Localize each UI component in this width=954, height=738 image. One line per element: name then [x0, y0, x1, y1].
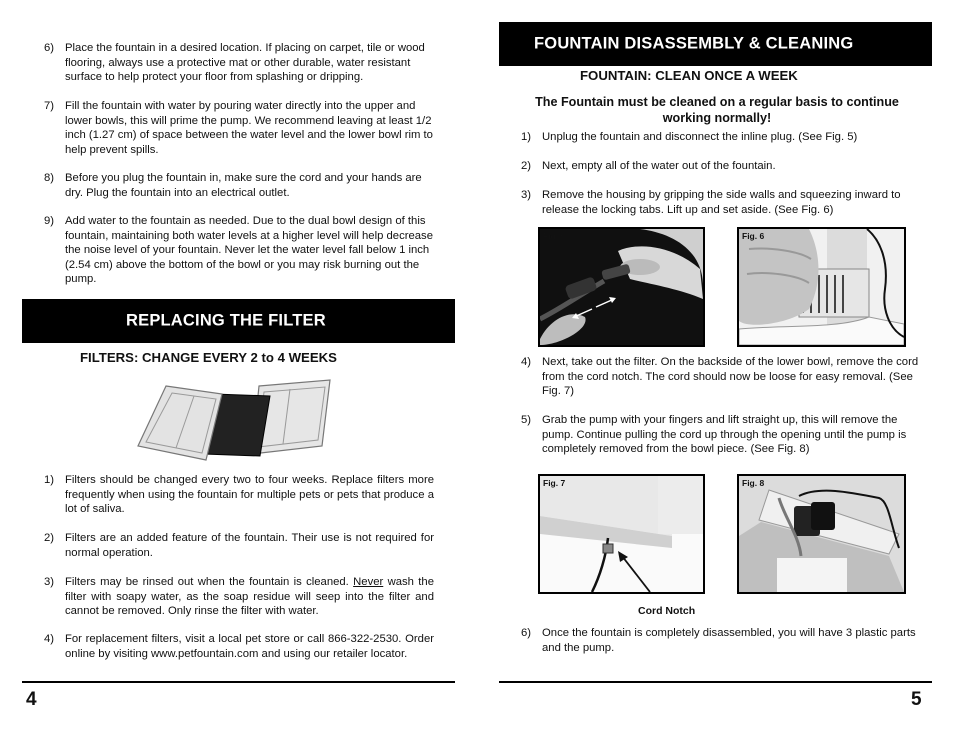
step-text-part: Filters may be rinsed out when the fountain is cleaned. — [65, 576, 354, 588]
filters-drawing — [134, 376, 344, 466]
step-number: 1) — [521, 131, 532, 143]
footer-rule — [22, 681, 455, 683]
step-text: Remove the housing by gripping the side walls and squeezing inward to release the locking tabs. Lift up and set aside. (See Fig. 6) — [542, 189, 901, 216]
remove-housing-drawing — [739, 229, 904, 345]
step-text: Grab the pump with your fingers and lift straight up, this will remove the pump. Continue pulling the cord up through the opening until the pump is completely removed from the bowl piece. (See Fig. 8) — [542, 414, 907, 456]
step-number: 2) — [521, 160, 532, 172]
banner-title: REPLACING THE FILTER — [126, 311, 326, 330]
fig-6-photo — [737, 227, 906, 347]
step-text — [65, 575, 434, 619]
step-text-part: wash the filter with soapy water, as the soap residue will seep into the filter and cannot be removed. Only rinse the filter with water. — [65, 576, 434, 618]
fig-label: Fig. 8 — [742, 478, 765, 488]
step-number: 4) — [521, 356, 532, 368]
fig-5-photo — [538, 227, 705, 347]
step-text: For replacement filters, visit a local pet store or call 866-322-2530. Order online by visiting www.petfountain.com and using our retailer locator. — [65, 633, 434, 660]
cord-notch-drawing — [540, 476, 703, 592]
filters-illustration — [134, 376, 344, 466]
step-text: Next, take out the filter. On the backside of the lower bowl, remove the cord from the cord notch. The cord should now be loose for easy removal. (See Fig. 7) — [542, 356, 919, 398]
step-text: Place the fountain in a desired location. If placing on carpet, tile or wood flooring, always use a protective mat or other durable, water resistant surface to help protect your floor from splashing or dripping. — [65, 42, 425, 84]
step-text: Next, empty all of the water out of the fountain. — [542, 160, 776, 172]
step-number: 6) — [521, 627, 532, 639]
step-text: Add water to the fountain as needed. Due to the dual bowl design of this fountain, maintaining both water levels at a higher level will help decrease the noise level of your fountain. Never let the water level fall below 1 inch (2.54 cm) above the bottom of the bowl or you may risk burning out the pump. — [65, 215, 433, 286]
fig-label: Fig. 5 — [543, 231, 566, 241]
step-number: 9) — [44, 215, 55, 227]
filters-subhead: FILTERS: CHANGE EVERY 2 to 4 WEEKS — [80, 350, 337, 365]
right-page — [477, 0, 954, 738]
step-text: Unplug the fountain and disconnect the inline plug. (See Fig. 5) — [542, 131, 858, 143]
step-number: 6) — [44, 42, 55, 54]
step-number: 5) — [521, 414, 532, 426]
remove-pump-drawing — [739, 476, 904, 592]
step-number: 2) — [44, 532, 55, 544]
cord-notch-caption: Cord Notch — [638, 605, 696, 617]
step-number: 3) — [44, 576, 55, 588]
step-number: 8) — [44, 172, 55, 184]
page-number: 4 — [26, 689, 37, 710]
replacing-filter-banner — [22, 299, 455, 343]
never-emphasis: Never — [353, 576, 384, 588]
step-text: Before you plug the fountain in, make sure the cord and your hands are dry. Plug the fountain into an electrical outlet. — [65, 172, 422, 199]
unplug-cord-drawing — [540, 229, 703, 345]
footer-rule — [499, 681, 932, 683]
fig-8-photo — [737, 474, 906, 594]
fig-label: Fig. 7 — [543, 478, 566, 488]
fig-label: Fig. 6 — [742, 231, 765, 241]
disassembly-banner — [499, 22, 932, 66]
step-text: Filters should be changed every two to four weeks. Replace filters more frequently when using the fountain for multiple pets or pets that produce a lot of saliva. — [65, 474, 434, 516]
banner-title: FOUNTAIN DISASSEMBLY & CLEANING — [534, 34, 854, 53]
step-text: Fill the fountain with water by pouring water directly into the upper and lower bowls, this will prime the pump. We recommend leaving at least 1/2 inch (1.27 cm) of space between the water level and the lower bowl rim to help prevent spills. — [65, 100, 433, 156]
step-text: Filters are an added feature of the fountain. Their use is not required for normal operation. — [65, 532, 434, 559]
step-text: Once the fountain is completely disassembled, you will have 3 plastic parts and the pump. — [542, 627, 916, 654]
page-number: 5 — [911, 689, 922, 710]
step-number: 3) — [521, 189, 532, 201]
clean-subhead: FOUNTAIN: CLEAN ONCE A WEEK — [580, 68, 798, 83]
cleaning-notice: The Fountain must be cleaned on a regular basis to continue working normally! — [535, 95, 899, 125]
step-number: 4) — [44, 633, 55, 645]
step-number: 7) — [44, 100, 55, 112]
fig-7-photo — [538, 474, 705, 594]
step-number: 1) — [44, 474, 55, 486]
